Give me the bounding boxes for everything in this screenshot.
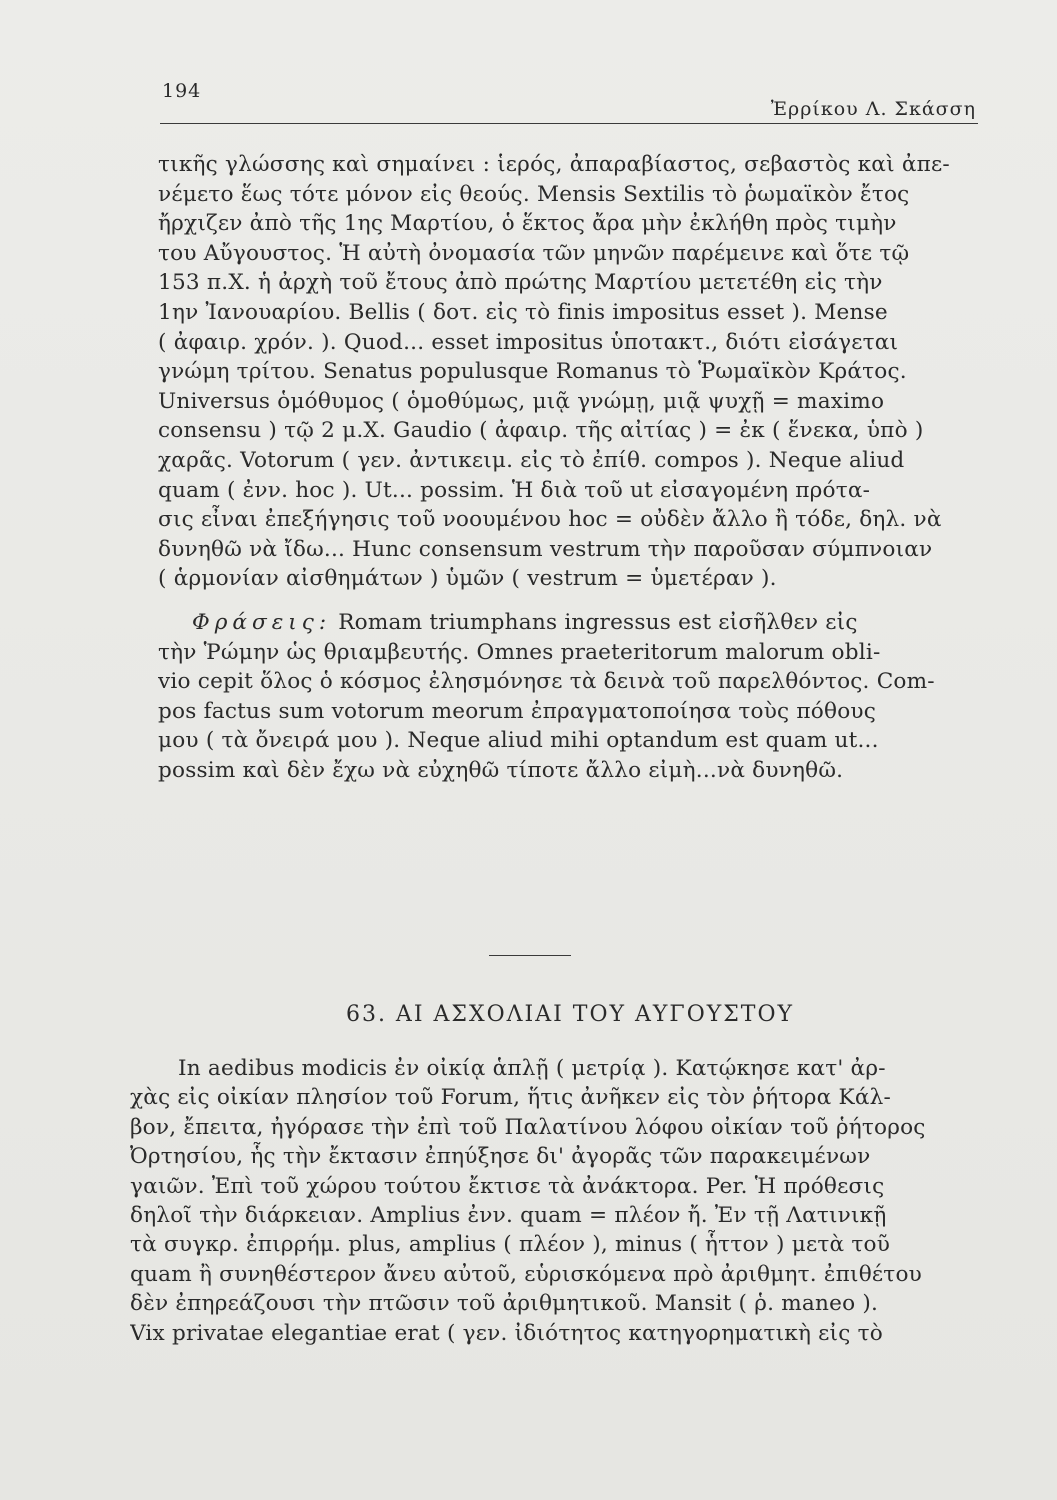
text-line: vio cepit ὅλος ὁ κόσμος ἐλησμόνησε τὰ δεινὰ τοῦ παρελθόντος. Com- (158, 669, 935, 695)
text-line: βον, ἔπειτα, ἠγόρασε τὴν ἐπὶ τοῦ Παλατίνου λόφου οἰκίαν τοῦ ῥήτορος (130, 1114, 926, 1140)
phrases-label: Φράσεις: (192, 609, 332, 635)
text-line: quam ( ἐνν. hoc ). Ut... possim. Ἡ διὰ τοῦ ut εἰσαγομένη πρότα- (158, 477, 871, 503)
text-line: νέμετο ἕως τότε μόνον εἰς θεούς. Mensis Sextilis τὸ ῥωμαϊκὸν ἔτος (158, 181, 910, 207)
text-line: quam ἢ συνηθέστερον ἄνευ αὐτοῦ, εὑρισκόμενα πρὸ ἀριθμητ. ἐπιθέτου (130, 1261, 922, 1287)
text-line: 153 π.Χ. ἡ ἀρχὴ τοῦ ἔτους ἀπὸ πρώτης Μαρτίου μετετέθη εἰς τὴν (158, 270, 883, 296)
text-line: τικῆς γλώσσης καὶ σημαίνει : ἱερός, ἀπαραβίαστος, σεβαστὸς καὶ ἀπε- (158, 152, 950, 177)
text-line: possim καὶ δὲν ἔχω νὰ εὐχηθῶ τίποτε ἄλλο εἰμὴ...νὰ δυνηθῶ. (158, 757, 844, 783)
text-line: του Αὔγουστος. Ἡ αὐτὴ ὀνομασία τῶν μηνῶν παρέμεινε καὶ ὅτε τῷ (158, 240, 910, 266)
text-line: pos factus sum votorum meorum ἐπραγματοποίησα τοὺς πόθους (158, 698, 877, 724)
text-line: γαιῶν. Ἐπὶ τοῦ χώρου τούτου ἔκτισε τὰ ἀνάκτορα. Per. Ἡ πρόθεσις (130, 1173, 885, 1199)
text-line: χαρᾶς. Votorum ( γεν. ἀντικειμ. εἰς τὸ ἐπίθ. compos ). Neque aliud (158, 447, 905, 473)
main-text (158, 150, 990, 785)
text-line: Vix privatae elegantiae erat ( γεν. ἰδιότητος κατηγορηματικὴ εἰς τὸ (130, 1320, 883, 1346)
text-line: Universus ὁμόθυμος ( ὁμοθύμως, μιᾷ γνώμῃ, μιᾷ ψυχῇ = maximo (158, 388, 885, 414)
text-line: consensu ) τῷ 2 μ.Χ. Gaudio ( ἀφαιρ. τῆς αἰτίας ) = ἐκ ( ἕνεκα, ὑπὸ ) (158, 418, 924, 444)
page-header (162, 76, 982, 126)
text-line (158, 608, 990, 638)
text-line: σις εἶναι ἐπεξήγησις τοῦ νοουμένου hoc = οὐδὲν ἄλλο ἢ τόδε, δηλ. νὰ (158, 507, 942, 533)
text-line: δηλοῖ τὴν διάρκειαν. Amplius ἐνν. quam = πλέον ἤ. Ἐν τῇ Λατινικῇ (130, 1203, 887, 1229)
text-line: 1ην Ἰανουαρίου. Bellis ( δοτ. εἰς τὸ finis impositus esset ). Mense (158, 299, 888, 325)
text-line: ( ἁρμονίαν αἰσθημάτων ) ὑμῶν ( vestrum = ὑμετέραν ). (158, 566, 777, 592)
section-divider (489, 955, 571, 956)
text-line: ἤρχιζεν ἀπὸ τῆς 1ης Μαρτίου, ὁ ἕκτος ἄρα μὴν ἐκλήθη πρὸς τιμὴν (158, 211, 897, 237)
paragraph-spacer (158, 594, 990, 608)
text-line: In aedibus modicis ἐν οἰκίᾳ ἁπλῇ ( μετρίᾳ ). Κατῴκησε κατ' ἀρ- (178, 1056, 886, 1081)
section-text (130, 1054, 990, 1348)
text-line: ( ἀφαιρ. χρόν. ). Quod... esset impositus ὑποτακτ., διότι εἰσάγεται (158, 329, 899, 355)
section-title: 63. ΑΙ ΑΣΧΟΛΙΑΙ ΤΟΥ ΑΥΓΟΥΣΤΟΥ (345, 1002, 795, 1027)
text-line: μου ( τὰ ὄνειρά μου ). Neque aliud mihi optandum est quam ut... (158, 728, 879, 754)
text-line: χὰς εἰς οἰκίαν πλησίον τοῦ Forum, ἥτις ἀνῆκεν εἰς τὸν ῥήτορα Κάλ- (130, 1085, 892, 1111)
page-number: 194 (162, 80, 202, 102)
text-line: δὲν ἐπηρεάζουσι τὴν πτῶσιν τοῦ ἀριθμητικοῦ. Mansit ( ῥ. maneo ). (130, 1291, 879, 1317)
text-line: δυνηθῶ νὰ ἴδω... Hunc consensum vestrum τὴν παροῦσαν σύμπνοιαν (158, 536, 933, 562)
text-line: γνώμη τρίτου. Senatus populusque Romanus τὸ Ῥωμαϊκὸν Κράτος. (158, 359, 907, 385)
running-head: Ἐρρίκου Λ. Σκάσση (770, 98, 976, 120)
header-rule (160, 123, 978, 124)
commentary-paragraph (158, 150, 990, 594)
text-line: τὴν Ῥώμην ὡς θριαμβευτής. Omnes praeteritorum malorum obli- (158, 639, 881, 665)
phrases-paragraph (158, 608, 990, 786)
text-line: τὰ συγκρ. ἐπιρρήμ. plus, amplius ( πλέον ), minus ( ἧττον ) μετὰ τοῦ (130, 1232, 891, 1258)
text-line: Ὀρτησίου, ἧς τὴν ἔκτασιν ἐπηύξησε δι' ἀγορᾶς τῶν παρακειμένων (130, 1144, 871, 1170)
phrases-first-line: Romam triumphans ingressus est εἰσῆλθεν εἰς (331, 609, 858, 635)
